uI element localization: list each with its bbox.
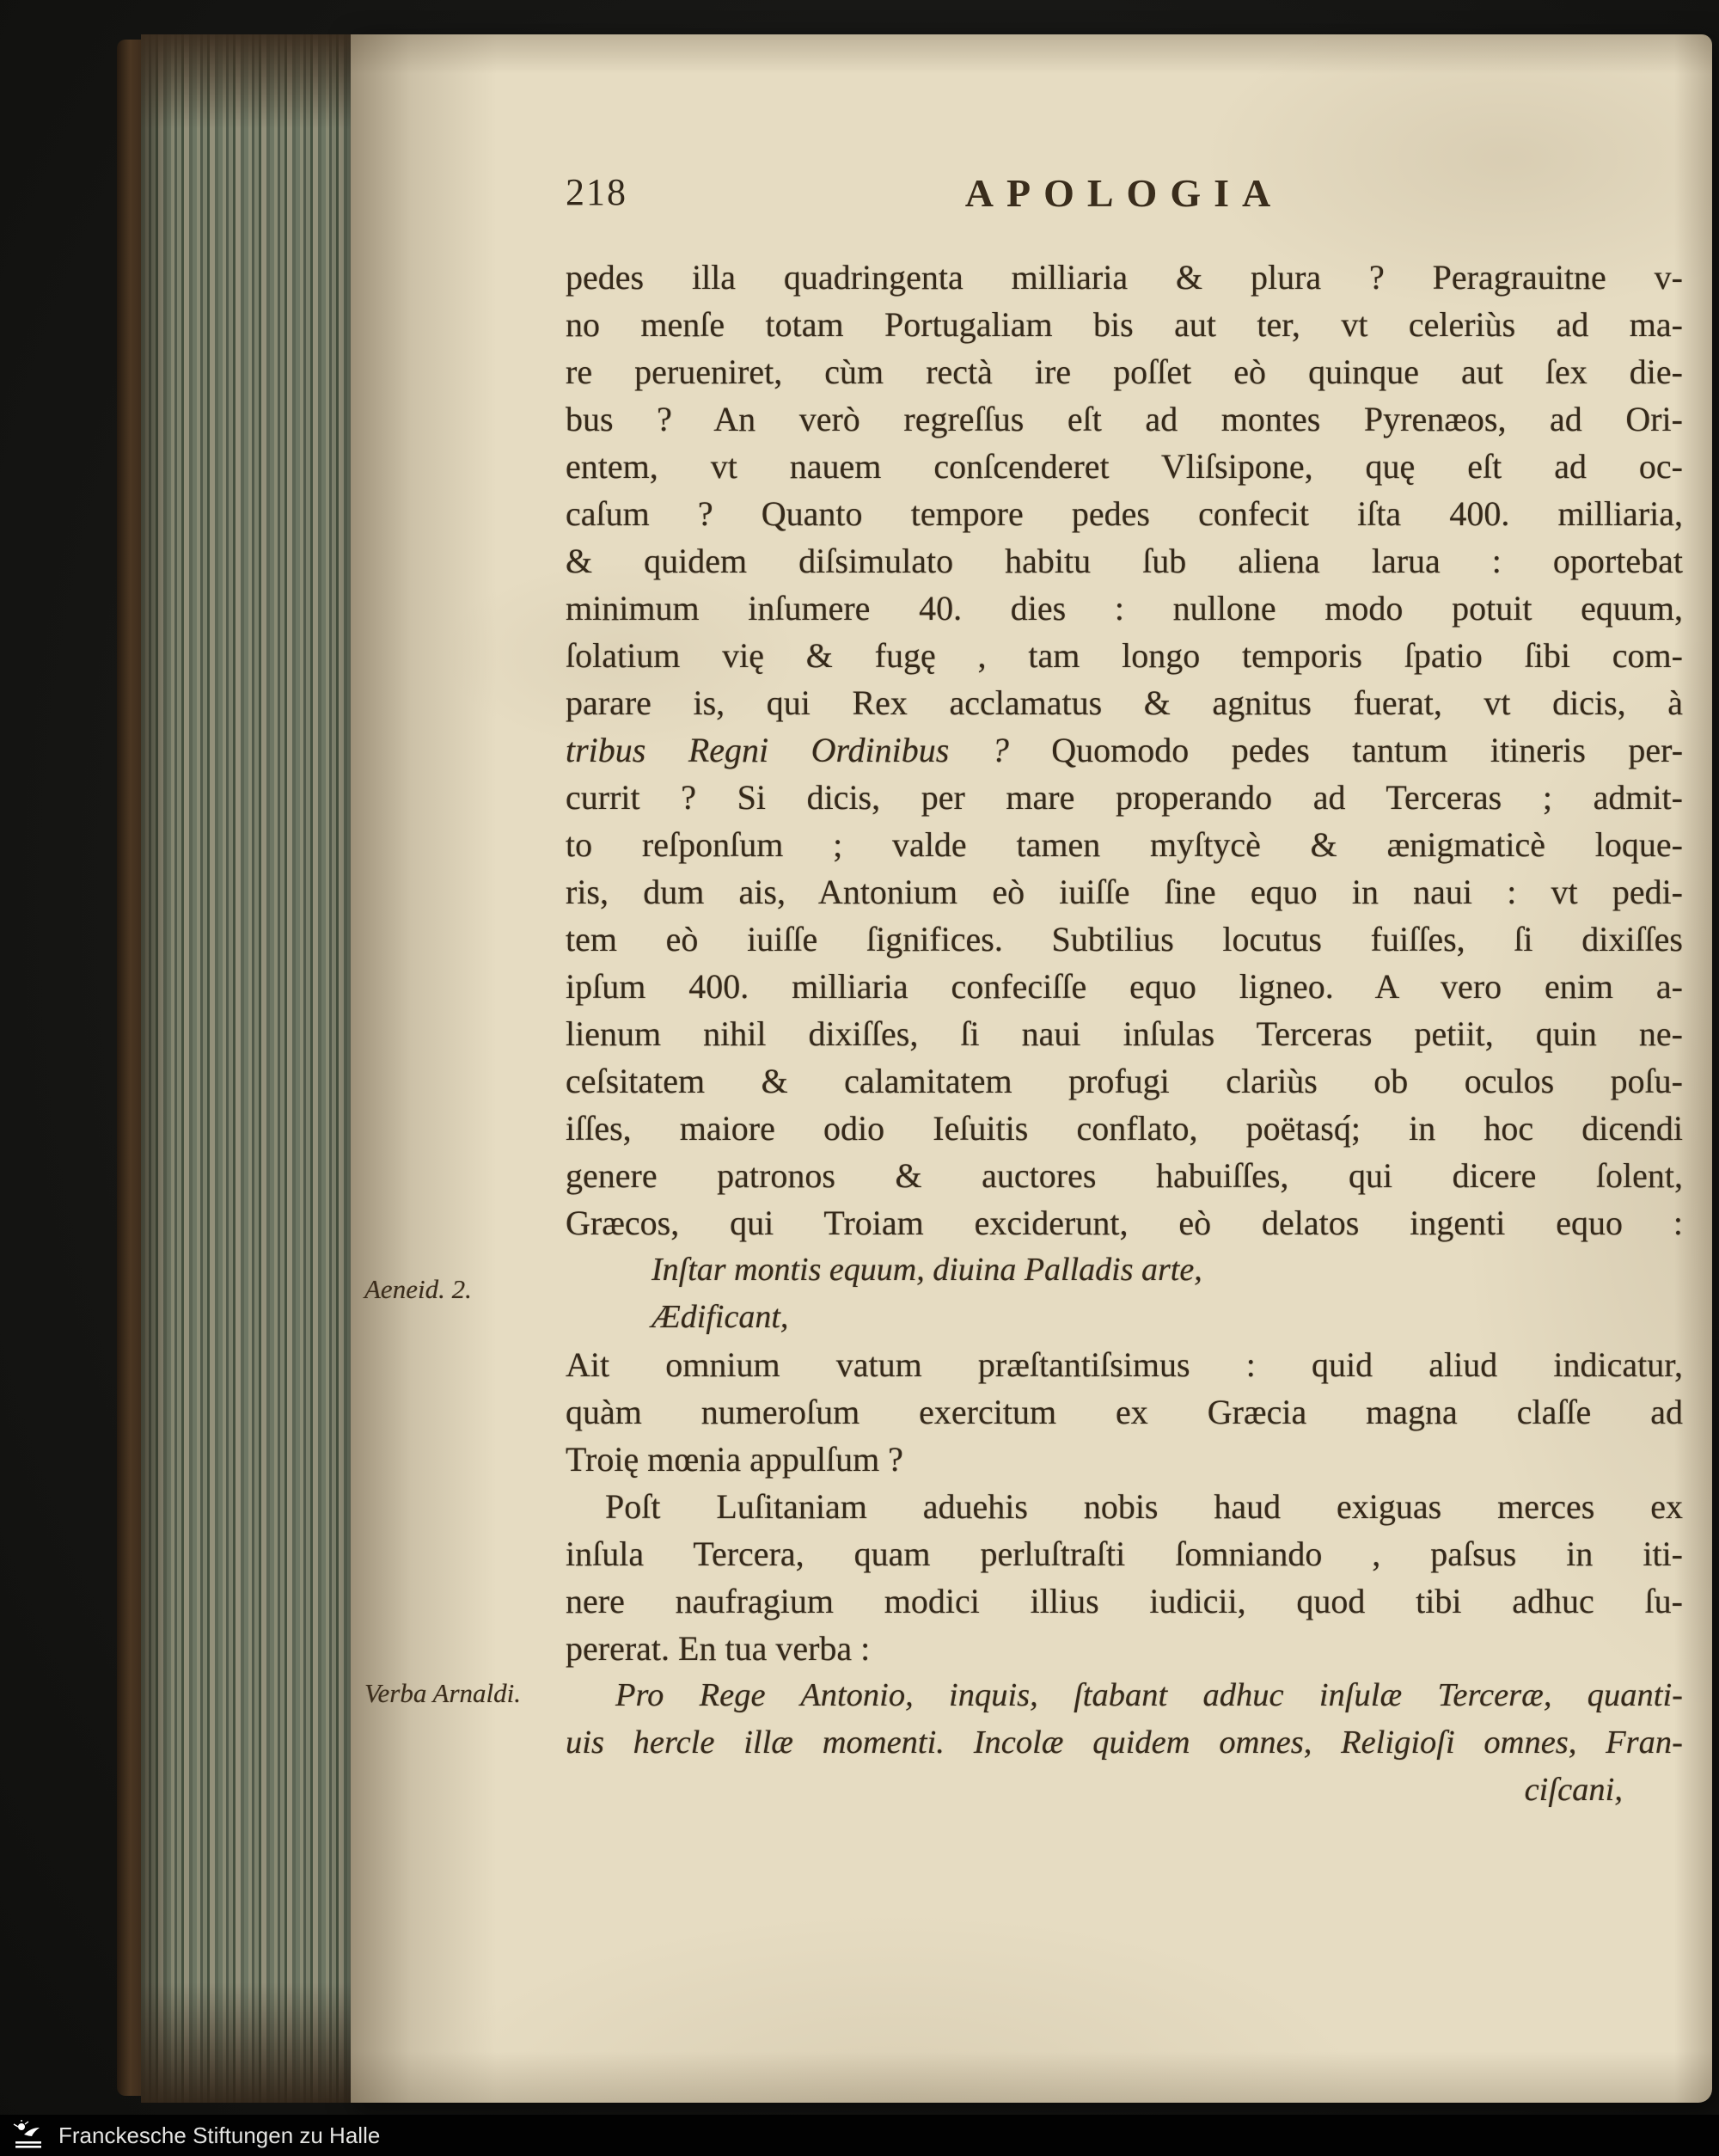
text-line: Græcos, qui Troiam exciderunt, eò delatos ingenti equo : — [566, 1204, 1683, 1242]
page-stack-edges — [141, 34, 354, 2103]
text-line: quàm numeroſum exercitum ex Græcia magna claſſe ad — [566, 1393, 1683, 1431]
page-header — [566, 170, 1683, 222]
text-line: re perueniret, cùm rectà ire poſſet eò quinque aut ſex die- — [566, 352, 1683, 391]
franckesche-stiftungen-logo — [12, 2119, 45, 2152]
digitization-footer-bar — [0, 2115, 1719, 2156]
text-line: lienum nihil dixiſſes, ſi naui inſulas Terceras petiit, quin ne- — [566, 1014, 1683, 1053]
page-number: 218 — [566, 171, 627, 213]
roman-phrase: Quomodo pedes tantum itineris per- — [1008, 731, 1684, 769]
text-line: ipſum 400. milliaria confeciſſe equo ligneo. A vero enim a- — [566, 967, 1683, 1006]
text-line: ceſsitatem & calamitatem profugi clariùs ob oculos poſu- — [566, 1062, 1683, 1100]
text-line: Ait omnium vatum præſtantiſsimus : quid aliud indicatur, — [566, 1345, 1683, 1384]
text-line: tem eò iuiſſe ſignifices. Subtilius locutus fuiſſes, ſi dixiſſes — [566, 920, 1683, 959]
margin-note-aeneid: Aeneid. 2. — [364, 1274, 472, 1304]
quote-line: Pro Rege Antonio, inquis, ſtabant adhuc inſulæ Terceræ, quanti- — [615, 1677, 1683, 1713]
verse-line: Ædificant, — [652, 1299, 789, 1335]
running-title: APOLOGIA — [964, 171, 1284, 215]
text-line: ſolatium vię & fugę , tam longo temporis ſpatio ſibi com- — [566, 636, 1683, 675]
text-line: inſula Tercera, quam perluſtraſti ſomniando , paſsus in iti- — [566, 1534, 1683, 1573]
text-line: bus ? An verò regreſſus eſt ad montes Pyrenæos, ad Ori- — [566, 400, 1683, 438]
text-line: minimum inſumere 40. dies : nullone modo potuit equum, — [566, 589, 1683, 628]
margin-note-verba-arnaldi: Verba Arnaldi. — [364, 1678, 521, 1708]
quote-line: ciſcani, — [1524, 1772, 1623, 1808]
text-line: Troię mœnia appulſum ? — [566, 1440, 903, 1479]
text-line: nere naufragium modici illius iudicii, quod tibi adhuc ſu- — [566, 1582, 1683, 1620]
italic-phrase: tribus Regni Ordinibus ? — [566, 731, 1009, 769]
text-line: genere patronos & auctores habuiſſes, qui dicere ſolent, — [566, 1156, 1683, 1195]
text-line: to reſponſum ; valde tamen myſtycè & ænigmaticè loque- — [566, 825, 1683, 864]
text-line: & quidem diſsimulato habitu ſub aliena larua : oportebat — [566, 542, 1683, 580]
text-line: pererat. En tua verba : — [566, 1629, 871, 1668]
text-line: Poſt Luſitaniam aduehis nobis haud exiguas merces ex — [605, 1487, 1683, 1526]
text-line: no menſe totam Portugaliam bis aut ter, vt celeriùs ad ma- — [566, 305, 1683, 344]
institution-name: Franckesche Stiftungen zu Halle — [58, 2122, 381, 2148]
text-line: ris, dum ais, Antonium eò iuiſſe ſine equo in naui : vt pedi- — [566, 873, 1683, 911]
text-line: caſum ? Quanto tempore pedes confecit iſta 400. milliaria, — [566, 494, 1683, 533]
quote-line: uis hercle illæ momenti. Incolæ quidem omnes, Religioſi omnes, Fran- — [566, 1724, 1683, 1761]
text-line: currit ? Si dicis, per mare properando ad Terceras ; admit- — [566, 778, 1683, 817]
body-text — [566, 254, 1683, 1814]
text-line — [566, 726, 1683, 774]
text-line: iſſes, maiore odio Ieſuitis conflato, poëtasq́; in hoc dicendi — [566, 1109, 1683, 1148]
text-line: parare is, qui Rex acclamatus & agnitus fuerat, vt dicis, à — [566, 683, 1683, 722]
verse-line: Inſtar montis equum, diuina Palladis arte, — [652, 1252, 1202, 1288]
book-page — [351, 34, 1712, 2103]
text-line: pedes illa quadringenta milliaria & plura ? Peragrauitne v- — [566, 258, 1683, 297]
text-line: entem, vt nauem conſcenderet Vliſsipone, quę eſt ad oc- — [566, 447, 1683, 486]
